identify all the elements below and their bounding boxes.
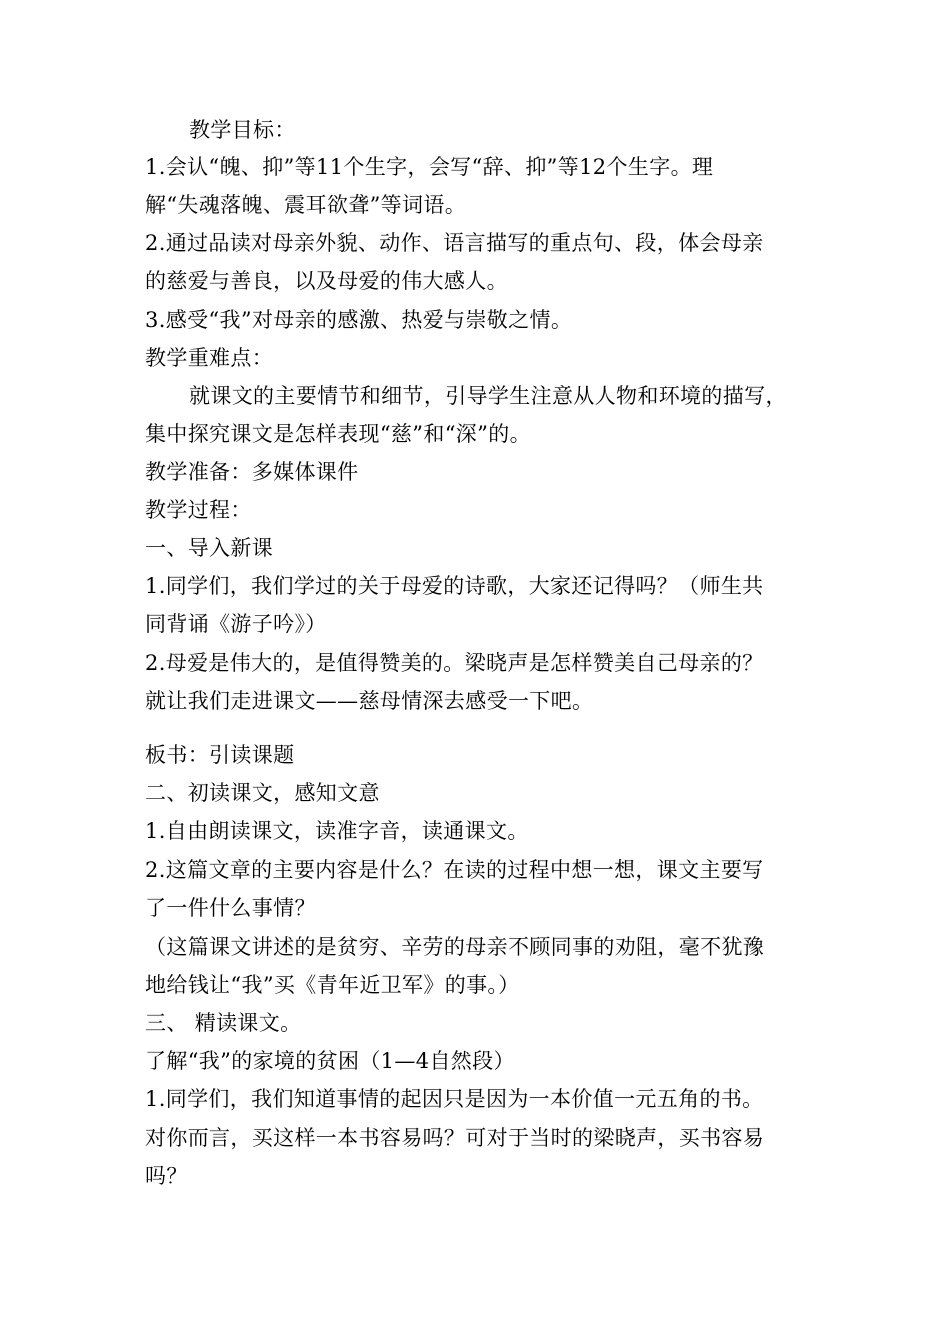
text-line: 同背诵《游子吟》） — [145, 612, 327, 636]
heading-key-difficulties: 教学重难点： — [145, 346, 274, 370]
text-line: 板书：引读课题 — [145, 743, 295, 767]
text-line: 集中探究课文是怎样表现“慈”和“深”的。 — [145, 422, 531, 446]
text-line: 1.同学们，我们学过的关于母爱的诗歌，大家还记得吗？（师生共 — [145, 574, 764, 598]
text-line: 3.感受“我”对母亲的感激、热爱与崇敬之情。 — [145, 308, 573, 332]
heading-teaching-goals: 教学目标： — [189, 118, 296, 142]
text-line: 1.自由朗读课文，读准字音，读通课文。 — [145, 819, 529, 843]
heading-teaching-process: 教学过程： — [145, 498, 252, 522]
text-line: 地给钱让“我”买《青年近卫军》的事。） — [145, 973, 520, 997]
text-line: 就让我们走进课文——慈母情深去感受一下吧。 — [145, 689, 594, 713]
text-line: 了解“我”的家境的贫困（1—4自然段） — [145, 1049, 515, 1073]
text-line: 1.同学们，我们知道事情的起因只是因为一本价值一元五角的书。 — [145, 1087, 764, 1111]
text-line: 2.通过品读对母亲外貌、动作、语言描写的重点句、段，体会母亲 — [145, 231, 764, 255]
text-line: 吗？ — [145, 1164, 188, 1188]
text-line: 的慈爱与善良，以及母爱的伟大感人。 — [145, 269, 508, 293]
text-line: 对你而言，买这样一本书容易吗？可对于当时的梁晓声，买书容易 — [145, 1126, 765, 1150]
section-heading: 三、 精读课文。 — [145, 1011, 302, 1035]
text-line: （这篇课文讲述的是贫穷、辛劳的母亲不顾同事的劝阻，毫不犹豫 — [145, 935, 765, 959]
text-line: 1.会认“魄、抑”等11个生字，会写“辞、抑”等12个生字。理 — [145, 155, 714, 179]
section-heading: 一、导入新课 — [145, 536, 274, 560]
text-line: 2.这篇文章的主要内容是什么？在读的过程中想一想，课文主要写 — [145, 858, 764, 882]
text-line: 2.母爱是伟大的，是值得赞美的。梁晓声是怎样赞美自己母亲的？ — [145, 651, 764, 675]
text-line: 解“失魂落魄、震耳欲聋”等词语。 — [145, 193, 467, 217]
section-heading: 二、初读课文，感知文意 — [145, 781, 380, 805]
heading-teaching-preparation: 教学准备：多媒体课件 — [145, 460, 359, 484]
text-line: 就课文的主要情节和细节，引导学生注意从人物和环境的描写， — [189, 384, 787, 408]
text-line: 了一件什么事情？ — [145, 896, 316, 920]
